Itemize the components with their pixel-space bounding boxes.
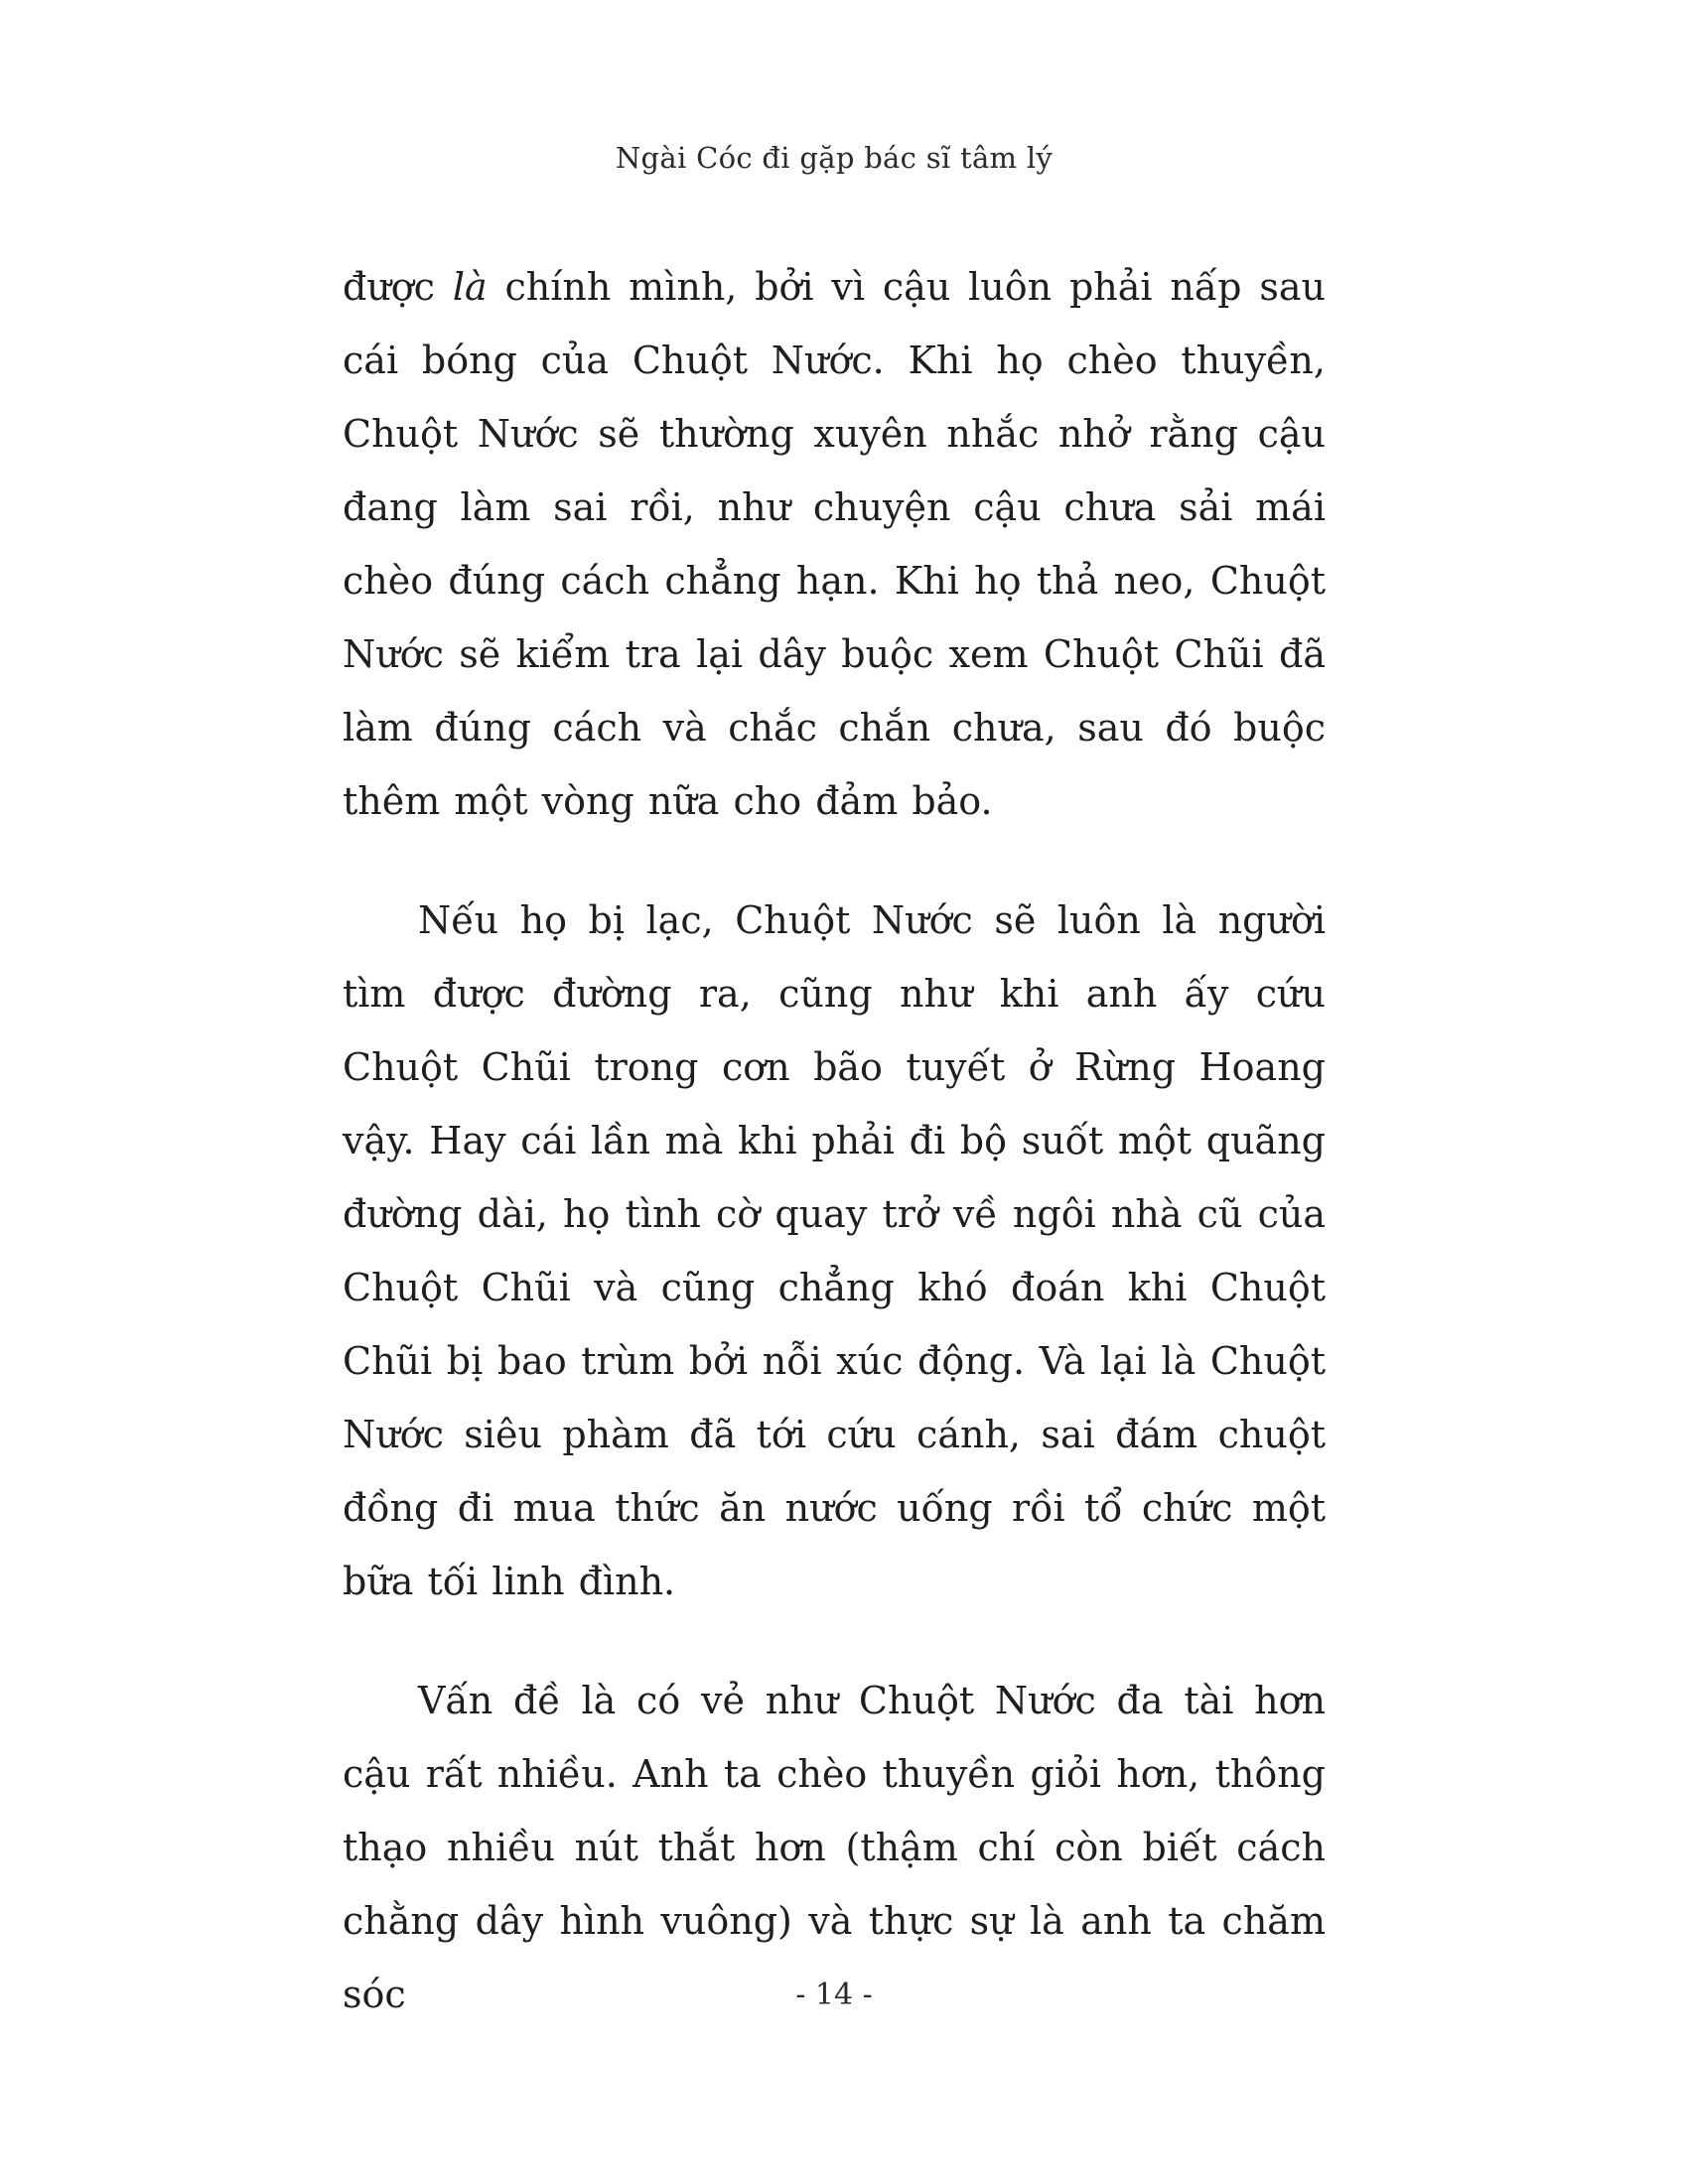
body-paragraph-1 — [343, 250, 1326, 838]
paragraph-1-segment-pre: được — [343, 265, 453, 309]
page-number: - 14 - — [795, 1978, 873, 2012]
italic-word: là — [452, 265, 488, 309]
body-paragraph-3: Vấn đề là có vẻ như Chuột Nước đa tài hơn cậu rất nhiều. Anh ta chèo thuyền giỏi hơn, thông thạo nhiều nút thắt hơn (thậm chí còn biết cách chằng dây hình vuông) và thực sự là anh ta chăm sóc — [343, 1679, 1326, 2016]
running-header: Ngài Cóc đi gặp bác sĩ tâm lý — [615, 141, 1054, 175]
body-paragraph-2: Nếu họ bị lạc, Chuột Nước sẽ luôn là người tìm được đường ra, cũng như khi anh ấy cứu Chuột Chũi trong cơn bão tuyết ở Rừng Hoang vậy. Hay cái lần mà khi phải đi bộ suốt một quãng đường dài, họ tình cờ quay trở về ngôi nhà cũ của Chuột Chũi và cũng chẳng khó đoán khi Chuột Chũi bị bao trùm bởi nỗi xúc động. Và lại là Chuột Nước siêu phàm đã tới cứu cánh, sai đám chuột đồng đi mua thức ăn nước uống rồi tổ chức một bữa tối linh đình. — [343, 898, 1326, 1603]
page-body — [343, 250, 1326, 2077]
paragraph-1-segment-post: chính mình, bởi vì cậu luôn phải nấp sau cái bóng của Chuột Nước. Khi họ chèo thuyền, Chuột Nước sẽ thường xuyên nhắc nhở rằng cậu đang làm sai rồi, như chuyện cậu chưa sải mái chèo đúng cách chẳng hạn. Khi họ thả neo, Chuột Nước sẽ kiểm tra lại dây buộc xem Chuột Chũi đã làm đúng cách và chắc chắn chưa, sau đó buộc thêm một vòng nữa cho đảm bảo. — [343, 265, 1326, 823]
